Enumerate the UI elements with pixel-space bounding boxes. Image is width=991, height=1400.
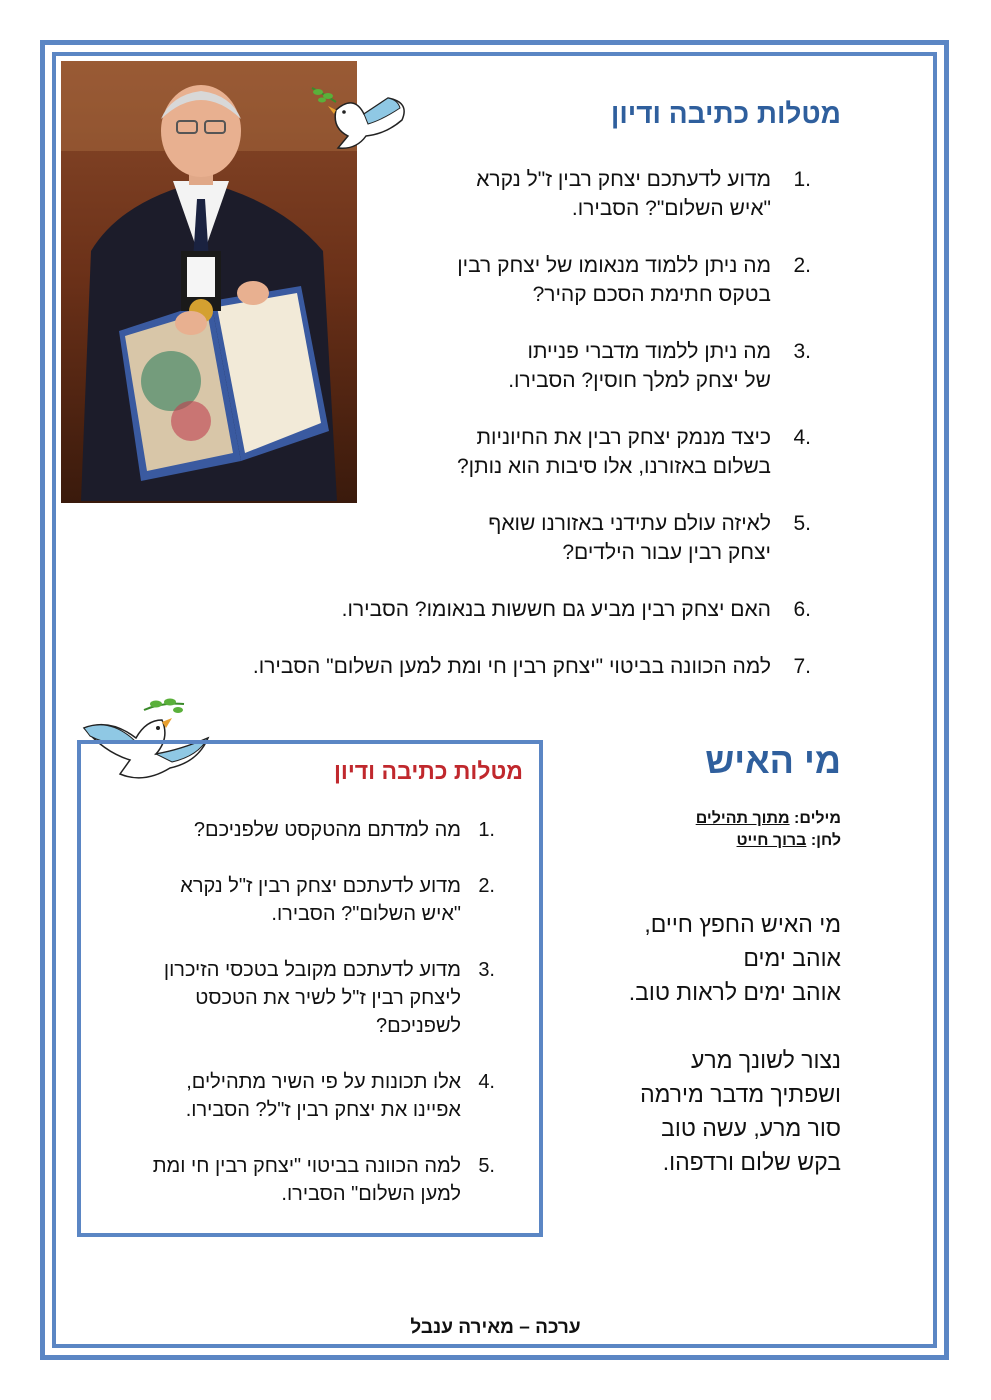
question-text-line: אפיינו את יצחק רבין ז"ל? הסבירו. [185, 1099, 461, 1121]
song-title: מי האיש [705, 740, 841, 781]
question-number: 2. [793, 254, 811, 277]
question-text-line: יצחק רבין עבור הילדים? [562, 541, 771, 564]
worksheet-question-list [191, 165, 811, 681]
question-number: 5. [478, 1155, 495, 1177]
music-credit [696, 830, 841, 852]
question-text-line: כיצד מנמק יצחק רבין את החיוניות [476, 426, 771, 449]
question-item [85, 1152, 495, 1208]
question-item [191, 251, 811, 309]
question-number: 4. [793, 426, 811, 449]
lyric-line: מי האיש החפץ חיים, [644, 911, 841, 937]
question-text-line: לשפניכם? [376, 1015, 461, 1037]
question-item [191, 423, 811, 481]
question-item [85, 816, 495, 844]
question-text-line: אלו תכונות על פי השיר מתהילים, [186, 1071, 461, 1093]
question-item [85, 1068, 495, 1124]
question-item [191, 337, 811, 395]
stanza-gap [629, 1009, 841, 1043]
question-text-line: מדוע לדעתכם יצחק רבין ז"ל נקרא [476, 168, 771, 191]
question-number: 6. [793, 598, 811, 621]
box-title: מטלות כתיבה ודיון [333, 758, 523, 784]
song-lyrics [629, 907, 841, 1179]
question-text-line: "איש השלום"? הסבירו. [271, 903, 461, 925]
question-text-line: בשלום באזורנו, אלו סיבות הוא נותן? [456, 455, 771, 478]
lyric-line: נצור לשונך מרע [691, 1047, 841, 1073]
question-item [191, 165, 811, 223]
question-number: 3. [793, 340, 811, 363]
song-credits [696, 808, 841, 852]
question-number: 2. [478, 875, 495, 897]
music-label: לחן: [810, 832, 841, 849]
music-value: ברוך חייט [736, 832, 807, 849]
lyric-line: בקש שלום ורדפהו. [662, 1149, 841, 1175]
worksheet-title: מטלות כתיבה ודיון [610, 98, 841, 129]
lyric-line: ושפתיך מדבר מירמה [640, 1081, 841, 1107]
question-text-line: ליצחק רבין ז"ל לשיר את הטכסט [195, 987, 461, 1009]
question-item [85, 872, 495, 928]
discussion-box [77, 740, 543, 1237]
question-number: 3. [478, 959, 495, 981]
question-item [191, 595, 811, 624]
question-text-line: למען השלום" הסבירו. [281, 1183, 461, 1205]
words-credit [696, 808, 841, 830]
words-value: מתוך תהילים [695, 810, 790, 827]
question-number: 7. [793, 655, 811, 678]
question-text-line: מה ניתן ללמוד מנאומו של יצחק רבין [457, 254, 771, 277]
question-item [85, 956, 495, 1040]
question-number: 4. [478, 1071, 495, 1093]
question-text-line: בטקס חתימת הסכם קהיר? [532, 283, 771, 306]
lyric-line: אוהב ימים לראות טוב. [628, 979, 841, 1005]
lyric-line: סור מרע, עשה טוב [661, 1115, 841, 1141]
question-text-line: מדוע לדעתכם מקובל בטכסי הזיכרון [163, 959, 461, 981]
question-number: 5. [793, 512, 811, 535]
question-number: 1. [793, 168, 811, 191]
question-text-line: מה ניתן ללמוד מדברי פנייתו [527, 340, 771, 363]
question-text-line: מה למדתם מהטקסט שלפניכם? [193, 819, 461, 841]
words-label: מילים: [794, 810, 841, 827]
question-number: 1. [478, 819, 495, 841]
footer-credit: ערכה – מאירה ענבל [410, 1317, 581, 1338]
question-text-line: למה הכוונה בביטוי "יצחק רבין חי ומת [152, 1155, 461, 1177]
lyric-line: אוהב ימים [743, 945, 841, 971]
question-text-line: למה הכוונה בביטוי "יצחק רבין חי ומת למען השלום" הסבירו. [252, 655, 771, 678]
question-text-line: האם יצחק רבין מביע גם חששות בנאומו? הסבירו. [341, 598, 771, 621]
question-item [191, 652, 811, 681]
question-text-line: "איש השלום"? הסבירו. [571, 197, 771, 220]
question-item [191, 509, 811, 567]
dove-icon [302, 84, 412, 160]
question-text-line: מדוע לדעתכם יצחק רבין ז"ל נקרא [180, 875, 461, 897]
question-text-line: של יצחק למלך חוסין? הסבירו. [508, 369, 771, 392]
box-question-list [85, 816, 495, 1208]
question-text-line: לאיזה עולם עתידני באזורנו שואף [488, 512, 771, 535]
